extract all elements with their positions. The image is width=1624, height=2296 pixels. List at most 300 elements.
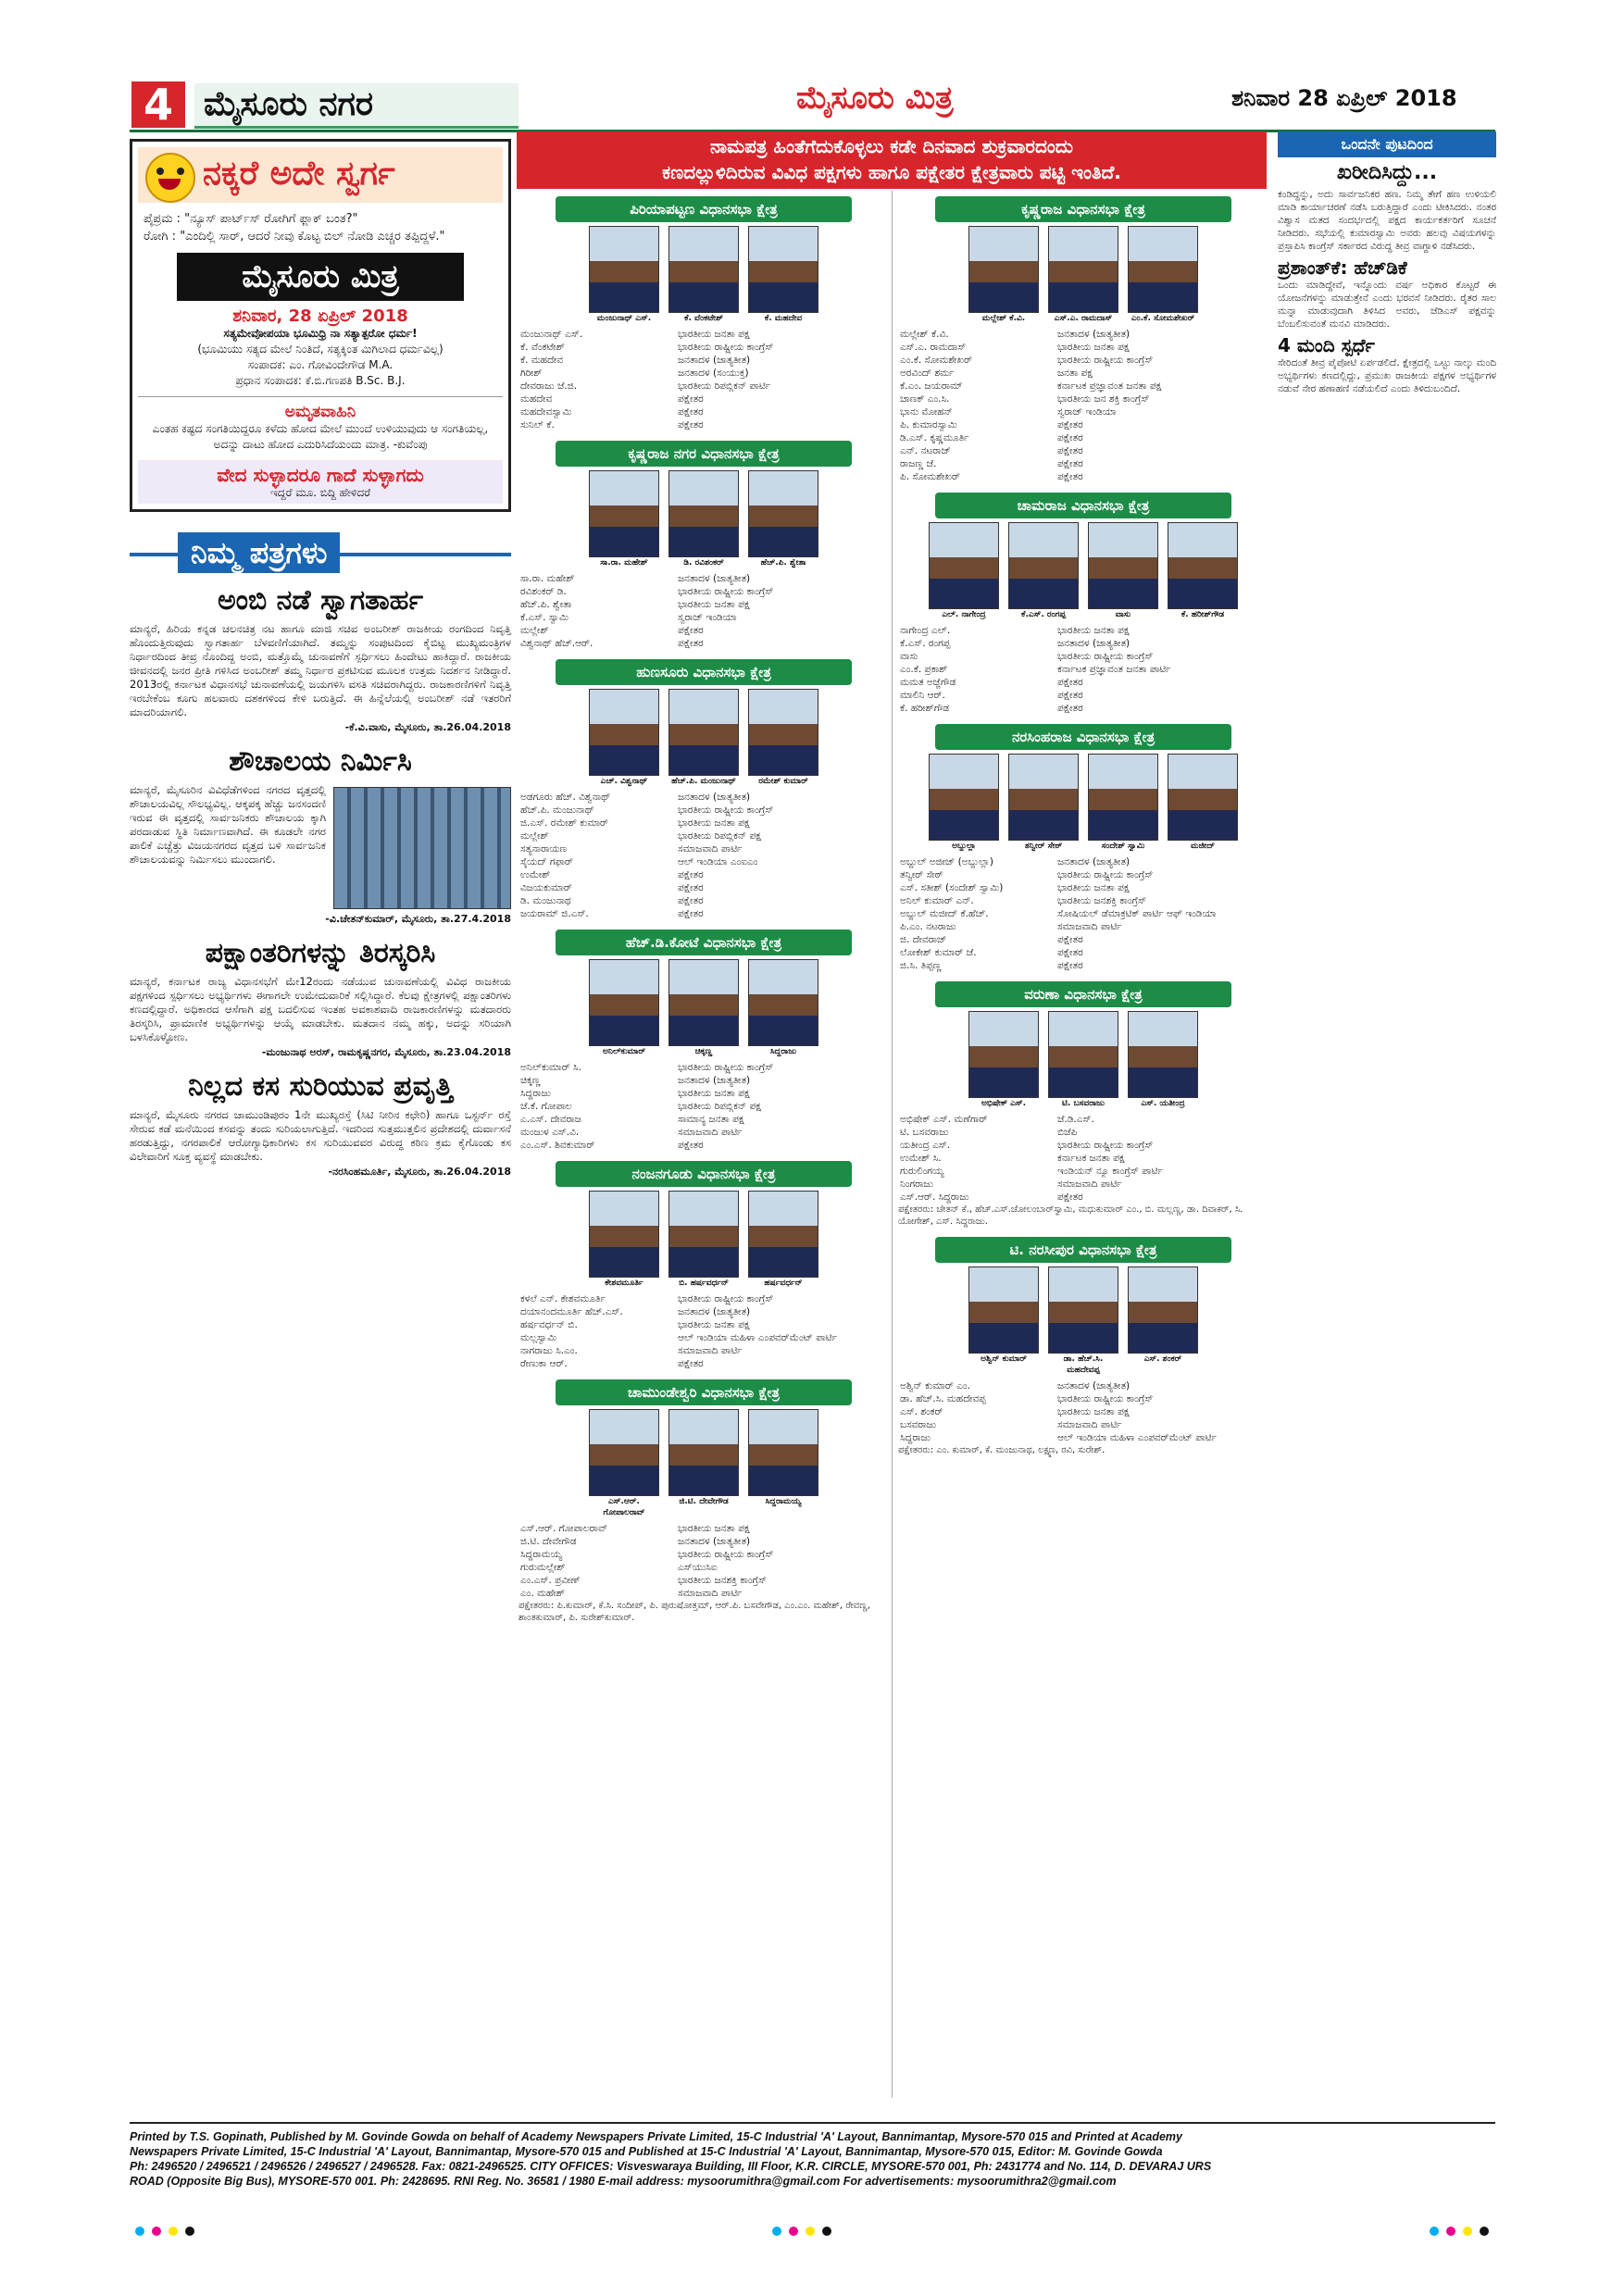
portrait-image bbox=[668, 1191, 739, 1278]
letter-headline: ಅಂಬಿ ನಡೆ ಸ್ವಾಗತಾರ್ಹ bbox=[217, 584, 424, 617]
portrait-image bbox=[589, 1191, 659, 1278]
candidate-photo bbox=[748, 689, 818, 787]
candidate-party: ಭಾರತೀಯ ಜನತಾ ಪಕ್ಷ bbox=[678, 1319, 750, 1330]
candidate-name: ಸಿದ್ದರಾಜು bbox=[520, 1088, 551, 1099]
candidate-photos bbox=[518, 959, 889, 1057]
candidate-party: ಸಮಾಜವಾದಿ ಪಾರ್ಟಿ bbox=[678, 1588, 743, 1599]
candidate-party: ಪಕ್ಷೇತರ bbox=[1057, 703, 1083, 714]
photo-caption: ಕೇಶವಮೂರ್ತಿ bbox=[605, 1279, 643, 1288]
candidate-row bbox=[898, 855, 1268, 868]
candidate-party: ಪಕ್ಷೇತರ bbox=[678, 406, 704, 418]
candidate-row bbox=[898, 444, 1268, 457]
candidate-row bbox=[518, 1139, 889, 1152]
portrait-image bbox=[589, 689, 659, 776]
photo-caption: ಅಶ್ವಿನ್ ಕುಮಾರ್ bbox=[981, 1354, 1027, 1364]
candidate-party: ಜೆ.ಡಿ.ಎಸ್. bbox=[1057, 1114, 1094, 1125]
candidate-row bbox=[518, 393, 889, 406]
laughing-face-icon bbox=[145, 153, 195, 203]
portrait-image bbox=[1088, 754, 1158, 841]
amritavahini-text: ಎಂತಹ ಕಷ್ಟದ ಸಂಗತಿಯಿದ್ದರೂ ಕಳೆದು ಹೋದ ಮೇಲೆ ಮುಂದೆ ಉಳಿಯುವುದು ಆ ಸಂಗತಿಯಲ್ಲ, ಅದನ್ನು ದಾಟು ಹೋದ ಎದುರಿಸಿದೆಯಂದು ಮಾತ್ರ. -ಕುವೆಂಪು bbox=[152, 422, 489, 451]
candidate-name: ಕೆ. ಹರೀಶ್‌ಗೌಡ bbox=[900, 703, 950, 714]
candidate-row bbox=[898, 431, 1268, 444]
photo-caption: ಚಿಕ್ಕಣ್ಣ bbox=[694, 1047, 713, 1056]
candidate-party: ಜನತಾ ಪಕ್ಷ bbox=[1057, 368, 1093, 379]
letter bbox=[130, 745, 511, 926]
candidate-row bbox=[518, 1535, 889, 1548]
proverb-title: ವೇದ ಸುಳ್ಳಾದರೂ ಗಾದೆ ಸುಳ್ಳಾಗದು bbox=[217, 464, 424, 486]
candidate-name: ನಾಗರಾಜು ಸಿ.ಎಂ. bbox=[520, 1345, 578, 1356]
portrait-image bbox=[668, 226, 739, 313]
portrait-image bbox=[748, 226, 818, 313]
letter-headline: ಪಕ್ಷಾಂತರಿಗಳನ್ನು ತಿರಸ್ಕರಿಸಿ bbox=[205, 937, 436, 969]
constituency-block bbox=[518, 1379, 889, 1624]
candidate-party: ಆಲ್ ಇಂಡಿಯಾ ಎಂಐಎಂ bbox=[678, 856, 758, 867]
letter-signature: -ವಿ.ಚೇತನ್‌ಕುಮಾರ್, ಮೈಸೂರು, ತಾ.27.4.2018 bbox=[325, 913, 511, 925]
portrait-image bbox=[668, 959, 739, 1046]
candidate-photo bbox=[589, 959, 659, 1057]
candidate-row bbox=[898, 1392, 1268, 1405]
candidate-row bbox=[898, 328, 1268, 341]
candidate-photo bbox=[1168, 522, 1238, 620]
motto bbox=[138, 326, 503, 389]
candidate-name: ಎಸ್. ಸತೀಶ್ (ಸಂದೇಶ್ ಸ್ವಾಮಿ) bbox=[900, 882, 1004, 893]
candidate-name: ರೇಣುಕಾ ಆರ್. bbox=[520, 1358, 568, 1369]
constituency-heading: ಕೃಷ್ಣರಾಜ ನಗರ ವಿಧಾನಸಭಾ ಕ್ಷೇತ್ರ bbox=[556, 441, 852, 467]
portrait-image bbox=[748, 959, 818, 1046]
candidate-party: ಬಿಜೆಪಿ bbox=[1057, 1127, 1078, 1138]
candidate-party: ಭಾರತೀಯ ರಾಷ್ಟ್ರೀಯ ಕಾಂಗ್ರೆಸ್ bbox=[1057, 869, 1154, 880]
amritavahini-box bbox=[138, 396, 503, 453]
yellow-dot bbox=[1463, 2227, 1472, 2236]
constituency-heading: ನಂಜನಗೂಡು ವಿಧಾನಸಭಾ ಕ್ಷೇತ್ರ bbox=[556, 1161, 852, 1187]
candidate-row bbox=[898, 457, 1268, 470]
candidate-name: ಎಂ.ಕೆ. ಸೋಮಶೇಖರ್ bbox=[900, 355, 973, 366]
photo-caption: ಸಂದೇಶ್ ಸ್ವಾಮಿ bbox=[1101, 842, 1145, 851]
candidate-name: ಮಂಜುಳ ಎಸ್.ವಿ. bbox=[520, 1127, 580, 1138]
continued-banner: ಒಂದನೇ ಪುಟದಿಂದ bbox=[1278, 131, 1496, 157]
candidate-row bbox=[898, 933, 1268, 946]
candidate-party: ಭಾರತೀಯ ಜನತಾ ಪಕ್ಷ bbox=[1057, 1406, 1130, 1417]
candidate-party: ಜನತಾದಳ (ಜಾತ್ಯತೀತ) bbox=[678, 792, 751, 803]
portrait-image bbox=[1128, 1011, 1198, 1098]
candidate-party: ಜನತಾದಳ (ಜಾತ್ಯತೀತ) bbox=[678, 1536, 751, 1547]
candidate-party: ಪಕ್ಷೇತರ bbox=[678, 908, 704, 919]
candidate-photo bbox=[1008, 754, 1079, 852]
portrait-image bbox=[1048, 1267, 1118, 1354]
photo-caption: ಡಾ. ಹೆಚ್.ಸಿ. ಮಹದೇವಪ್ಪ bbox=[1063, 1354, 1104, 1375]
magenta-dot bbox=[152, 2227, 161, 2236]
candidate-photos bbox=[898, 1267, 1268, 1376]
letter-body: ಮಾನ್ಯರೆ, ಕರ್ನಾಟಕ ರಾಜ್ಯ ವಿಧಾನಸಭೆಗೆ ಮೇ12ರಂದು ನಡೆಯುವ ಚುನಾವಣೆಯಲ್ಲಿ ವಿವಿಧ ರಾಜಕೀಯ ಪಕ್ಷಗಳಿಂದ ಸ್ಪರ್ಧಿಸಲು ಅಭ್ಯರ್ಥಿಗಳು ಈಗಾಗಲೇ ಉಮೇದುವಾರಿಕೆ ಸಲ್ಲಿಸಿದ್ದಾರೆ. ಕೆಲವು ಕ್ಷೇತ್ರಗಳಲ್ಲಿ ಪಕ್ಷಾಂತರಿಗಳು ಕಣದಲ್ಲಿದ್ದಾರೆ. ಅಧಿಕಾರದ ಆಸೆಗಾಗಿ ಪಕ್ಷ ಬದಲಿಸುವ ಇಂತಹ ಅವಕಾಶವಾದಿ ರಾಜಕಾರಣಿಗಳನ್ನು ಮತದಾರರು ತಿರಸ್ಕರಿಸಿ, ಪ್ರಾಮಾಣಿಕ ಅಭ್ಯರ್ಥಿಗಳನ್ನು ಆಯ್ಕೆ ಮಾಡಬೇಕು. ಮತದಾನ ನಮ್ಮ ಹಕ್ಕು, ಅದನ್ನು ಸರಿಯಾಗಿ ಬಳಸಿಕೊಳ್ಳೋಣ. bbox=[130, 975, 511, 1043]
candidate-row bbox=[518, 418, 889, 431]
letter-body: ಮಾನ್ಯರೆ, ಹಿರಿಯ ಕನ್ನಡ ಚಲನಚಿತ್ರ ನಟ ಹಾಗೂ ಮಾಜಿ ಸಚಿವ ಅಂಬರೀಶ್ ರಾಜಕೀಯ ರಂಗದಿಂದ ನಿವೃತ್ತಿ ಹೊಂದುತ್ತಿರುವುದು ಸ್ವಾಗತಾರ್ಹ ಬೆಳವಣಿಗೆಯಾಗಿದೆ. ತಮ್ಮನ್ನು ಸಂಪುಟದಿಂದ ಕೈಬಿಟ್ಟ ಮುಖ್ಯಮಂತ್ರಿಗಳ ನಿರ್ಧಾರದಿಂದ ತೀವ್ರ ನೊಂದಿದ್ದ ಅಂಬಿ, ಮತ್ತೊಮ್ಮೆ ಚುನಾವಣೆಗೆ ಸ್ಪರ್ಧಿಸಲು ಹಿಂದೇಟು ಹಾಕಿದ್ದಾರೆ. ರಾಜಕೀಯ ಜೀವನದಲ್ಲಿ ಜನರ ಪ್ರೀತಿ ಗಳಿಸಿದ ಅಂಬರೀಶ್ ತಮ್ಮ ನಿರ್ಧಾರ ಪ್ರಕಟಿಸುವ ಮೂಲಕ ಉತ್ತಮ ನಿದರ್ಶನ ನೀಡಿದ್ದಾರೆ. 2013ರಲ್ಲಿ ಕರ್ನಾಟಕ ವಿಧಾನಸಭೆ ಚುನಾವಣೆಯಲ್ಲಿ ಜಯಗಳಿಸಿ ವಸತಿ ಸಚಿವರಾಗಿದ್ದರು. ರಾಜಕಾರಣಿಗಳಿಗೆ ನಿವೃತ್ತಿ ಇರಬೇಕೆಂಬ ಕೂಗು ಹಲವಾರು ದಶಕಗಳಿಂದ ಕೇಳಿ ಬರುತ್ತಿದೆ. ಈ ಹಿನ್ನೆಲೆಯಲ್ಲಿ ಅಂಬರೀಶ್ ನಡೆ ಇತರರಿಗೆ ಮಾದರಿಯಾಗಲಿ. bbox=[130, 622, 511, 718]
candidate-row bbox=[518, 1548, 889, 1561]
candidate-name: ಪಿ.ಎಂ. ನಟರಾಜು bbox=[900, 921, 956, 932]
portrait-image bbox=[748, 689, 818, 776]
candidate-party: ಜನತಾದಳ (ಜಾತ್ಯತೀತ) bbox=[678, 573, 751, 584]
candidate-party: ಭಾರತೀಯ ರಿಪಬ್ಲಿಕನ್ ಪಾರ್ಟಿ bbox=[678, 381, 771, 392]
candidate-name: ಡಿ.ಎಸ್. ಕೃಷ್ಣಮೂರ್ತಿ bbox=[900, 432, 969, 443]
subheading: 4 ಮಂದಿ ಸ್ಪರ್ಧೆ bbox=[1278, 334, 1375, 356]
candidate-photo bbox=[929, 522, 999, 620]
candidate-row bbox=[518, 624, 889, 637]
portrait-image bbox=[589, 470, 659, 557]
candidate-row bbox=[898, 907, 1268, 920]
candidate-party: ಪಕ್ಷೇತರ bbox=[1057, 947, 1083, 958]
candidate-party: ಭಾರತೀಯ ರಾಷ್ಟ್ರೀಯ ಕಾಂಗ್ರೆಸ್ bbox=[1057, 1393, 1154, 1404]
candidate-party: ಪಕ್ಷೇತರ bbox=[1057, 677, 1083, 688]
candidate-party: ಸಮಾಜವಾದಿ ಪಾರ್ಟಿ bbox=[1057, 1419, 1122, 1430]
candidate-name: ಎ.ಎಸ್. ದೇವರಾಜ bbox=[520, 1114, 581, 1125]
imprint bbox=[130, 2122, 1495, 2189]
letter-body: ಮಾನ್ಯರೆ, ಮೈಸೂರು ನಗರದ ಚಾಮುಂಡಿಪುರಂ 1ನೇ ಮುಖ್ಯರಸ್ತೆ (ಸಿಟಿ ನೀರಿನ ಕಛೇರಿ) ಹಾಗೂ ಒಸ್ಟರ್ನ್ ರಸ್ತೆ ಸೇರುವ ಕಡೆ ಮನೆಯಿಂದ ಕಸವನ್ನು ತಂದು ಸುರಿಯಲಾಗುತ್ತಿದೆ. ಇದರಿಂದ ಸುತ್ತಮುತ್ತಲಿನ ಪ್ರದೇಶದಲ್ಲಿ ದುರ್ವಾಸನೆ ಹರಡುತ್ತಿದ್ದು, ನಗರಪಾಲಿಕೆ ಆರೋಗ್ಯಾಧಿಕಾರಿಗಳು ಕಸ ಸುರಿಯುವವರ ವಿರುದ್ಧ ಕಠಿಣ ಕ್ರಮ ಕೈಗೊಂಡು ಕಸ ವಿಲೇವಾರಿಗೆ ಸೂಕ್ತ ವ್ಯವಸ್ಥೆ ಮಾಡಬೇಕು. bbox=[130, 1108, 511, 1163]
candidate-party: ಭಾರತೀಯ ಜನತಾ ಪಕ್ಷ bbox=[678, 599, 750, 610]
magenta-dot bbox=[789, 2227, 798, 2236]
candidate-row bbox=[898, 354, 1268, 367]
continued-body: ಕಂಡಿದ್ದನ್ನು, ಅದು ಸಾರ್ವಜನಿಕರ ಹಣ. ನಿಮ್ಮ ತೇಗೆ ಹಣ ಉಳಿಯಲಿ ಮಾಡಿ ಕಾರ್ಯಾಚರಣೆ ನಡೆಸಿ ಬರುತ್ತಿದ್ದಾರೆ ಎಂದು ಟೀಕಿಸಿದರು. ನಂತರ ವಿಶ್ವಾಸ ಮತದ ಸಂದರ್ಭದಲ್ಲಿ ಪಕ್ಷದ ಕಾರ್ಯಕರ್ತರಿಗೆ ಸೂಚನೆ ನೀಡಿದರು. ಸಭೆಯಲ್ಲಿ ಕುಮಾರಸ್ವಾಮಿ ಅವರು ಹಲವು ವಿಷಯಗಳನ್ನು ಪ್ರಸ್ತಾಪಿಸಿ ಕಾಂಗ್ರೆಸ್ ಸರ್ಕಾರದ ವಿರುದ್ಧ ತೀವ್ರ ವಾಗ್ದಾಳಿ ನಡೆಸಿದರು. bbox=[1278, 189, 1496, 252]
candidate-list bbox=[898, 624, 1268, 715]
photo-caption: ಎಸ್. ಶಂಕರ್ bbox=[1143, 1354, 1182, 1364]
candidate-photo bbox=[668, 1191, 739, 1289]
candidate-name: ಸೈಯದ್ ಗಫಾರ್ bbox=[520, 856, 573, 867]
photo-caption: ಸಾ.ರಾ. ಮಹೇಶ್ bbox=[600, 558, 648, 568]
constituency-heading: ಚಾಮುಂಡೇಶ್ವರಿ ವಿಧಾನಸಭಾ ಕ್ಷೇತ್ರ bbox=[556, 1379, 852, 1405]
proverb-box bbox=[138, 460, 503, 504]
candidate-row bbox=[518, 572, 889, 585]
candidate-name: ಅಡಗೂರು ಹೆಚ್. ವಿಶ್ವನಾಥ್ bbox=[520, 792, 611, 803]
candidate-party: ಸಮಾಜವಾದಿ ಪಾರ್ಟಿ bbox=[1057, 1179, 1122, 1190]
candidate-row bbox=[898, 881, 1268, 894]
headline-line: ಕಣದಲ್ಲುಳಿದಿರುವ ವಿವಿಧ ಪಕ್ಷಗಳು ಹಾಗೂ ಪಕ್ಷೇತರ ಕ್ಷೇತ್ರವಾರು ಪಟ್ಟಿ ಇಂತಿದೆ. bbox=[662, 161, 1121, 183]
constituency-heading: ವರುಣಾ ವಿಧಾನಸಭಾ ಕ್ಷೇತ್ರ bbox=[935, 981, 1231, 1007]
candidate-row bbox=[898, 1418, 1268, 1431]
candidate-party: ಜನತಾದಳ (ಜಾತ್ಯತೀತ) bbox=[1057, 638, 1131, 649]
candidate-name: ಪಿ. ಸೋಮಶೇಖರ್ bbox=[900, 471, 960, 482]
photo-caption: ಹೆಚ್.ಪಿ. ಮಂಜುನಾಥ್ bbox=[671, 777, 736, 786]
candidate-party: ಭಾರತೀಯ ರಾಷ್ಟ್ರೀಯ ಕಾಂಗ್ರೆಸ್ bbox=[678, 342, 774, 353]
candidate-party: ಸ್ವರಾಜ್ ಇಂಡಿಯಾ bbox=[1057, 406, 1117, 418]
photo-caption: ಸಿದ್ದರಾಮಯ್ಯ bbox=[765, 1497, 802, 1506]
constituency-heading: ಚಾಮರಾಜ ವಿಧಾನಸಭಾ ಕ್ಷೇತ್ರ bbox=[935, 493, 1231, 518]
constituency-column-right bbox=[898, 196, 1268, 1466]
candidate-photos bbox=[518, 226, 889, 324]
constituency-heading: ನರಸಿಂಹರಾಜ ವಿಧಾನಸಭಾ ಕ್ಷೇತ್ರ bbox=[935, 724, 1231, 750]
candidate-list bbox=[518, 791, 889, 920]
imprint-line: Newspapers Private Limited, 15-C Industrial 'A' Layout, Bannimantap, Mysore-570 015 and Published at 15-C Industrial 'A' Layout, Bannimantap, Mysore-570 015, Editor: M. Govinde Gowda bbox=[130, 2145, 1163, 2158]
candidate-name: ವಿಶ್ವನಾಥ್ ಹೆಚ್.ಆರ್. bbox=[520, 638, 593, 649]
constituency-heading: ಪಿರಿಯಾಪಟ್ಟಣ ವಿಧಾನಸಭಾ ಕ್ಷೇತ್ರ bbox=[556, 196, 852, 222]
candidate-row bbox=[898, 1405, 1268, 1418]
candidate-photos bbox=[898, 1011, 1268, 1109]
candidate-party: ಭಾರತೀಯ ಜನತಾ ಪಕ್ಷ bbox=[678, 329, 750, 340]
candidate-party: ಕರ್ನಾಟಕ ಜನತಾ ಪಕ್ಷ bbox=[1057, 1153, 1125, 1164]
candidate-name: ಸುನಿಲ್ ಕೆ. bbox=[520, 419, 555, 430]
candidate-name: ಅನಿಲ್‌ಕುಮಾರ್ ಸಿ. bbox=[520, 1062, 581, 1073]
portrait-image bbox=[748, 1409, 818, 1496]
photo-caption: ಕೆ. ವೆಂಕಟೇಶ್ bbox=[684, 314, 723, 323]
candidate-row bbox=[898, 1113, 1268, 1126]
candidate-party: ಭಾರತೀಯ ರಾಷ್ಟ್ರೀಯ ಕಾಂಗ್ರೆಸ್ bbox=[678, 1062, 774, 1073]
black-dot bbox=[185, 2227, 194, 2236]
candidate-row bbox=[518, 1126, 889, 1139]
candidate-row bbox=[898, 894, 1268, 907]
candidate-name: ಅನಿಲ್ ಕುಮಾರ್ ಎನ್. bbox=[900, 895, 974, 906]
candidate-row bbox=[518, 354, 889, 367]
photo-caption: ವಾಸು bbox=[1115, 610, 1131, 619]
registration-marks-center bbox=[768, 2222, 835, 2240]
candidate-party: ಪಕ್ಷೇತರ bbox=[678, 419, 704, 430]
candidate-party: ಜನತಾದಳ (ಜಾತ್ಯತೀತ) bbox=[678, 355, 751, 366]
cyan-dot bbox=[772, 2227, 781, 2236]
portrait-image bbox=[929, 522, 999, 609]
candidate-name: ಪಿ. ಕುಮಾರಸ್ವಾಮಿ bbox=[900, 419, 957, 430]
candidate-name: ಮಮತ ಅಜ್ಜೆಗೌಡ bbox=[900, 677, 956, 688]
photo-caption: ರಮೇಶ್ ಕುಮಾರ್ bbox=[758, 777, 808, 786]
candidate-name: ಯತೀಂದ್ರ ಎಸ್. bbox=[900, 1140, 951, 1151]
candidate-party: ಸೋಷಿಯಲ್ ಡೆಮಾಕ್ರಟಿಕ್ ಪಾರ್ಟಿ ಆಫ್ ಇಂಡಿಯಾ bbox=[1057, 908, 1217, 919]
candidate-party: ಕರ್ನಾಟಕ ಪ್ರಜ್ಞಾವಂತ ಜನತಾ ಪಕ್ಷ bbox=[1057, 381, 1162, 392]
candidate-party: ಕರ್ನಾಟಕ ಪ್ರಜ್ಞಾವಂತ ಜನತಾ ಪಾರ್ಟಿ bbox=[1057, 664, 1171, 675]
candidate-row bbox=[518, 611, 889, 624]
constituency-heading: ಹೆಚ್.ಡಿ.ಕೋಟೆ ವಿಧಾನಸಭಾ ಕ್ಷೇತ್ರ bbox=[556, 930, 852, 955]
candidate-party: ಪಕ್ಷೇತರ bbox=[1057, 432, 1083, 443]
letter-body: ಮಾನ್ಯರೆ, ಮೈಸೂರಿನ ವಿವಿಧೆಡೆಗಳಿಂದ ನಗರದ ವೃತ್ತದಲ್ಲಿ ಶೌಚಾಲಯವಿಲ್ಲ ಸೌಲಭ್ಯವಿಲ್ಲ. ಆಕ್ಕಪಕ್ಕ ಹೆಚ್ಚು ಜನಸಂದಣಿ ಇರುವ ಈ ವೃತ್ತದಲ್ಲಿ ಸಾರ್ವಜನಿಕರು ಶೌಚಾಲಯ ಕ್ಕಾಗಿ ಪರದಾಡುವ ಸ್ಥಿತಿ ನಿರ್ಮಾಣವಾಗಿದೆ. ಈ ಕೂಡಲೇ ನಗರ ಪಾಲಿಕೆ ಎಚ್ಚೆತ್ತು ವಿಜಯನಗರದ ವೃತ್ತದ ಬಳಿ ಸಾರ್ವಜನಿಕ ಶೌಚಾಲಯವನ್ನು ನಿರ್ಮಿಸಲು ಮುಂದಾಗಲಿ. bbox=[130, 783, 326, 866]
candidate-party: ಆಲ್ ಇಂಡಿಯಾ ಮಹಿಳಾ ಎಂಪವರ್‌ಮೆಂಟ್ ಪಾರ್ಟಿ bbox=[1057, 1432, 1218, 1443]
candidate-row bbox=[898, 868, 1268, 881]
toilet-photo bbox=[333, 787, 511, 909]
brand-box: ಮೈಸೂರು ಮಿತ್ರ bbox=[177, 253, 464, 301]
letter-headline: ನಿಲ್ಲದ ಕಸ ಸುರಿಯುವ ಪ್ರವೃತ್ತಿ bbox=[188, 1070, 453, 1103]
candidate-name: ಕೆ. ವೆಂಕಟೇಶ್ bbox=[520, 342, 565, 353]
candidate-photo bbox=[1128, 1267, 1198, 1376]
constituency-block bbox=[518, 441, 889, 650]
candidate-photo bbox=[1048, 1011, 1118, 1109]
candidate-name: ನಾಗೇಂದ್ರ ಎಲ್. bbox=[900, 625, 951, 636]
candidate-party: ಜನತಾದಳ (ಜಾತ್ಯತೀತ) bbox=[1057, 1380, 1131, 1391]
candidate-name: ಉಮೇಶ್ bbox=[520, 869, 551, 880]
candidate-name: ಡಿ. ಮಂಜುನಾಥ bbox=[520, 895, 571, 906]
cyan-dot bbox=[1430, 2227, 1439, 2236]
candidate-party: ಪಕ್ಷೇತರ bbox=[1057, 445, 1083, 456]
candidate-list bbox=[898, 1379, 1268, 1444]
candidate-photo bbox=[929, 754, 999, 852]
portrait-image bbox=[1048, 226, 1118, 313]
constituency-column-left bbox=[518, 196, 889, 1633]
independents-note: ಪಕ್ಷೇತರರು: ಎಂ. ಕುಮಾರ್, ಕೆ. ಮಂಜುನಾಥ, ಲಕ್ಷ್ಮಣ, ರವಿ, ಸುರೇಶ್. bbox=[898, 1445, 1106, 1455]
candidate-photo bbox=[668, 470, 739, 568]
editor-line: ಸಂಪಾದಕ: ಎಂ. ಗೋವಿಂದೇಗೌಡ M.A. bbox=[247, 358, 394, 371]
independents-note: ಪಕ್ಷೇತರರು: ಚೇತನ್ ಕೆ., ಹೆಚ್.ಎಸ್.ಚೋಲಂಬಾರ್‌ಸ್ವಾಮಿ, ಮಧುಕುಮಾರ್ ಎಂ., ಬಿ. ಮಲ್ಲಣ್ಣ, ಡಾ. ದಿವಾಕರ್, ಸಿ. ಯೋಗೇಶ್, ಎಸ್. ಸಿದ್ದರಾಜು. bbox=[898, 1204, 1243, 1227]
candidate-name: ಡಾ. ಹೆಚ್.ಸಿ. ಮಹದೇವಪ್ಪ bbox=[900, 1393, 986, 1404]
joke-line: ರೋಗಿ : "ಎಂದಿಲ್ಲಿ ಸಾರ್, ಆದರೆ ನೀವು ಕೊಟ್ಟ ಬಿಲ್ ನೋಡಿ ಎಚ್ಚರ ತಪ್ಪಿದ್ದಳೆ." bbox=[144, 230, 445, 243]
candidate-party: ಸಾಮಾನ್ಯ ಜನತಾ ಪಕ್ಷ bbox=[678, 1114, 744, 1125]
subheading: ಪ್ರಶಾಂತ್‌ಕೆ: ಹೆಚ್‌ಡಿಕೆ bbox=[1278, 256, 1407, 279]
candidate-row bbox=[898, 393, 1268, 406]
candidate-row bbox=[518, 598, 889, 611]
candidate-party: ಭಾರತೀಯ ರಾಷ್ಟ್ರೀಯ ಕಾಂಗ್ರೆಸ್ bbox=[678, 1293, 774, 1304]
candidate-photo bbox=[1088, 754, 1158, 852]
yellow-dot bbox=[169, 2227, 178, 2236]
candidate-row bbox=[518, 1292, 889, 1305]
candidate-name: ಎಂ. ಮಹೇಶ್ bbox=[520, 1588, 565, 1599]
portrait-image bbox=[929, 754, 999, 841]
candidate-row bbox=[898, 1152, 1268, 1165]
newspaper-logo: ಮೈಸೂರು ಮಿತ್ರ bbox=[796, 80, 954, 117]
candidate-row bbox=[518, 328, 889, 341]
candidate-name: ಗಿರೀಶ್ bbox=[520, 368, 543, 379]
imprint-line: ROAD (Opposite Big Bus), MYSORE-570 001. Ph: 2428695. RNI Reg. No. 36581 / 1980 E-mail address: mysoorumithra@gmail.com For advertisements: mysoorumithra2@gmail.com bbox=[130, 2175, 1117, 2188]
motto-translation: (ಭೂಮಿಯು ಸತ್ಯದ ಮೇಲೆ ನಿಂತಿದೆ, ಸತ್ಯಕ್ಕಿಂತ ಮಿಗಿಲಾದ ಧರ್ಮವಿಲ್ಲ) bbox=[197, 343, 443, 356]
joke-text bbox=[144, 210, 497, 245]
candidate-row bbox=[898, 702, 1268, 715]
candidate-row bbox=[898, 624, 1268, 637]
portrait-image bbox=[1048, 1011, 1118, 1098]
candidate-list bbox=[518, 572, 889, 650]
candidate-row bbox=[898, 367, 1268, 380]
candidate-party: ಪಕ್ಷೇತರ bbox=[1057, 1192, 1083, 1203]
candidate-row bbox=[518, 585, 889, 598]
continued-body: ಒಂದು ಮಾಡಿದ್ದೇವೆ, ಇನ್ನೊಂದು ವರ್ಷ ಅಧಿಕಾರ ಕೊಟ್ಟರೆ ಈ ಯೋಜನೆಗಳನ್ನು ಮಾಡುತ್ತೇನೆ ಎಂದು ಭರವಸೆ ನೀಡಿದರು. ರೈತರ ಸಾಲ ಮನ್ನಾ ಮಾಡುವುದಾಗಿ ತಿಳಿಸಿದ ಅವರು, ಜೆಡಿಎಸ್ ಪಕ್ಷವನ್ನು ಬೆಂಬಲಿಸುವಂತೆ ಮನವಿ ಮಾಡಿದರು. bbox=[1278, 280, 1496, 330]
candidate-name: ಎಸ್.ಆರ್. ಸಿದ್ದರಾಜು bbox=[900, 1192, 969, 1203]
independents-note: ಪಕ್ಷೇತರರು: ಪಿ.ಕುಮಾರ್, ಕೆ.ಸಿ. ಸಂದೀಪ್, ಪಿ. ಪುರುಷೋತ್ತಮ್, ಆರ್.ಪಿ. ಬಸವೇಗೌಡ, ಎಂ.ಎಂ. ಮಹೇಶ್, ರೇವಣ್ಣ, ಶಾಂತಕುಮಾರ್, ಪಿ. ಸುರೇಶ್‌ಕುಮಾರ್. bbox=[518, 1601, 870, 1623]
imprint-line: Printed by T.S. Gopinath, Published by M. Govinde Gowda on behalf of Academy Newspapers Private Limited, 15-C Industrial 'A' Layout, Bannimantap, Mysore-570 015 and Printed at Academy bbox=[130, 2130, 1182, 2143]
candidate-row bbox=[898, 689, 1268, 702]
candidate-list bbox=[518, 1522, 889, 1600]
main-headline bbox=[517, 131, 1267, 189]
candidate-photos bbox=[518, 689, 889, 787]
photo-caption: ಮಜೀದ್ bbox=[1191, 842, 1215, 851]
candidate-name: ಮಹದೇವ bbox=[520, 393, 553, 405]
photo-caption: ಎಚ್. ವಿಶ್ವನಾಥ್ bbox=[600, 777, 648, 786]
right-column bbox=[1278, 131, 1496, 395]
candidate-party: ಭಾರತೀಯ ಜನಶಕ್ತಿ ಕಾಂಗ್ರೆಸ್ bbox=[678, 1575, 767, 1586]
left-column bbox=[130, 139, 511, 1179]
candidate-name: ಚಿಕ್ಕಣ್ಣ bbox=[520, 1075, 541, 1086]
candidate-name: ಜಯರಾಮ್ ಜಿ.ಎಸ್. bbox=[520, 908, 589, 919]
humor-title: ನಕ್ಕರೆ ಅದೇ ಸ್ವರ್ಗ bbox=[203, 155, 395, 193]
photo-caption: ಮಲ್ಲೇಶ್ ಕೆ.ವಿ. bbox=[981, 314, 1026, 323]
photo-caption: ಹೆಚ್.ಪಿ. ಶ್ವೇತಾ bbox=[760, 558, 806, 568]
candidate-row bbox=[898, 1178, 1268, 1191]
candidate-name: ವಿಜಯಕುಮಾರ್ bbox=[520, 882, 572, 893]
candidate-party: ಜನತಾದಳ (ಸಂಯುಕ್ತ) bbox=[678, 368, 749, 379]
candidate-name: ಸಿದ್ದರಾಮಯ್ಯ bbox=[520, 1549, 563, 1560]
candidate-row bbox=[518, 830, 889, 842]
portrait-image bbox=[668, 470, 739, 557]
portrait-image bbox=[1168, 754, 1238, 841]
candidate-row bbox=[518, 1344, 889, 1357]
candidate-row bbox=[898, 418, 1268, 431]
candidate-row bbox=[898, 1431, 1268, 1444]
candidate-name: ರವಿಶಂಕರ್ ಡಿ. bbox=[520, 586, 567, 597]
candidate-row bbox=[518, 341, 889, 354]
candidate-name: ಕೆ.ಎಸ್. ರಂಗಪ್ಪ bbox=[900, 638, 951, 649]
candidate-row bbox=[518, 1357, 889, 1370]
candidate-row bbox=[898, 663, 1268, 676]
constituency-block bbox=[898, 493, 1268, 715]
candidate-photos bbox=[518, 1409, 889, 1518]
proverb-text: ಇದ್ದರೆ ಮೂ. ಬಿದ್ದಿ ಹೇಳಿದರೆ bbox=[269, 486, 371, 499]
photo-caption: ಕೆ. ಹರೀಶ್‌ಗೌಡ bbox=[1181, 610, 1225, 619]
candidate-party: ಸಮಾಜವಾದಿ ಪಾರ್ಟಿ bbox=[1057, 921, 1122, 932]
candidate-row bbox=[518, 907, 889, 920]
candidate-row bbox=[518, 1318, 889, 1331]
candidate-party: ಪಕ್ಷೇತರ bbox=[678, 869, 704, 880]
constituency-block bbox=[898, 1237, 1268, 1456]
portrait-image bbox=[589, 226, 659, 313]
candidate-name: ಕಳಲೆ ಎನ್. ಕೇಶವಮೂರ್ತಿ bbox=[520, 1293, 606, 1304]
cyan-dot bbox=[135, 2227, 144, 2236]
portrait-image bbox=[1128, 1267, 1198, 1354]
candidate-party: ಸಮಾಜವಾದಿ ಪಾರ್ಟಿ bbox=[678, 1127, 743, 1138]
candidate-party: ಭಾರತೀಯ ಜನತಾ ಪಕ್ಷ bbox=[678, 1088, 750, 1099]
candidate-name: ಸಿದ್ದರಾಜು bbox=[900, 1432, 931, 1443]
candidate-party: ಸ್ವರಾಜ್ ಇಂಡಿಯಾ bbox=[678, 612, 737, 623]
candidate-list bbox=[898, 1113, 1268, 1204]
portrait-image bbox=[589, 959, 659, 1046]
yellow-dot bbox=[806, 2227, 815, 2236]
candidate-photo bbox=[968, 226, 1039, 324]
candidate-row bbox=[518, 406, 889, 418]
candidate-name: ಜೆ.ಕೆ. ಗೋಪಾಲ bbox=[520, 1101, 572, 1112]
candidate-name: ಜಿ.ಎಸ್. ರಮೇಶ್ ಕುಮಾರ್ bbox=[520, 817, 608, 829]
candidate-party: ಭಾರತೀಯ ಜನತಾ ಪಕ್ಷ bbox=[1057, 625, 1130, 636]
candidate-row bbox=[518, 817, 889, 830]
humor-header bbox=[138, 147, 503, 203]
candidate-name: ಕೆ.ಎಂ. ಜಯರಾಮ್ bbox=[900, 381, 963, 392]
candidate-row bbox=[518, 1522, 889, 1535]
candidate-row bbox=[518, 1061, 889, 1074]
photo-caption: ಅಭಿಷೇಕ್ ಎಸ್. bbox=[981, 1099, 1027, 1108]
candidate-photo bbox=[1168, 754, 1238, 852]
candidate-party: ಪಕ್ಷೇತರ bbox=[678, 1140, 704, 1151]
candidate-name: ಅಬ್ದುಲ್ ಮಜೀದ್ ಕೆ.ಹೆಚ್. bbox=[900, 908, 989, 919]
candidate-row bbox=[518, 1587, 889, 1600]
portrait-image bbox=[968, 1011, 1039, 1098]
candidate-photo bbox=[1048, 226, 1118, 324]
candidate-name: ಉಮೇಶ್ ಸಿ. bbox=[900, 1153, 942, 1164]
candidate-name: ಮಲ್ಲೇಶ್ bbox=[520, 830, 549, 842]
candidate-row bbox=[898, 1379, 1268, 1392]
candidate-row bbox=[518, 1331, 889, 1344]
candidate-name: ಗುರುಲಿಂಗಯ್ಯ bbox=[900, 1166, 944, 1177]
photo-caption: ಎಂ.ಕೆ. ಸೋಮಶೇಖರ್ bbox=[1131, 314, 1195, 323]
candidate-party: ಭಾರತೀಯ ರಾಷ್ಟ್ರೀಯ ಕಾಂಗ್ರೆಸ್ bbox=[1057, 651, 1154, 662]
photo-caption: ತನ್ವೀರ್ ಸೇಠ್ bbox=[1024, 842, 1063, 851]
portrait-image bbox=[1008, 522, 1079, 609]
portrait-image bbox=[968, 1267, 1039, 1354]
photo-caption: ಸಿದ್ದರಾಜು bbox=[769, 1047, 797, 1056]
candidate-party: ಜನತಾದಳ (ಜಾತ್ಯತೀತ) bbox=[678, 1306, 751, 1317]
candidate-name: ದೇವರಾಜು ಜೆ.ಜಿ. bbox=[520, 381, 578, 392]
column-divider bbox=[892, 191, 893, 2098]
candidate-party: ಜನತಾದಳ (ಜಾತ್ಯತೀತ) bbox=[1057, 329, 1131, 340]
portrait-image bbox=[1008, 754, 1079, 841]
candidate-row bbox=[898, 1139, 1268, 1152]
candidate-party: ಪಕ್ಷೇತರ bbox=[1057, 690, 1083, 701]
candidate-name: ಜಿ.ಟಿ. ದೇವೇಗೌಡ bbox=[520, 1536, 577, 1547]
photo-caption: ಕೆ. ಮಹದೇವ bbox=[764, 314, 803, 323]
candidate-photo bbox=[589, 689, 659, 787]
letter bbox=[130, 1070, 511, 1179]
candidate-name: ಮಾಲಿನಿ ಆರ್. bbox=[900, 690, 945, 701]
portrait-image bbox=[1168, 522, 1238, 609]
letter-signature: -ನರಸಿಂಹಮೂರ್ತಿ, ಮೈಸೂರು, ತಾ.26.04.2018 bbox=[328, 1166, 511, 1178]
letter-headline: ಶೌಚಾಲಯ ನಿರ್ಮಿಸಿ bbox=[229, 745, 412, 778]
candidate-row bbox=[518, 894, 889, 907]
photo-caption: ಬಿ. ಹರ್ಷವರ್ಧನ್ bbox=[679, 1279, 729, 1288]
candidate-photos bbox=[518, 470, 889, 568]
